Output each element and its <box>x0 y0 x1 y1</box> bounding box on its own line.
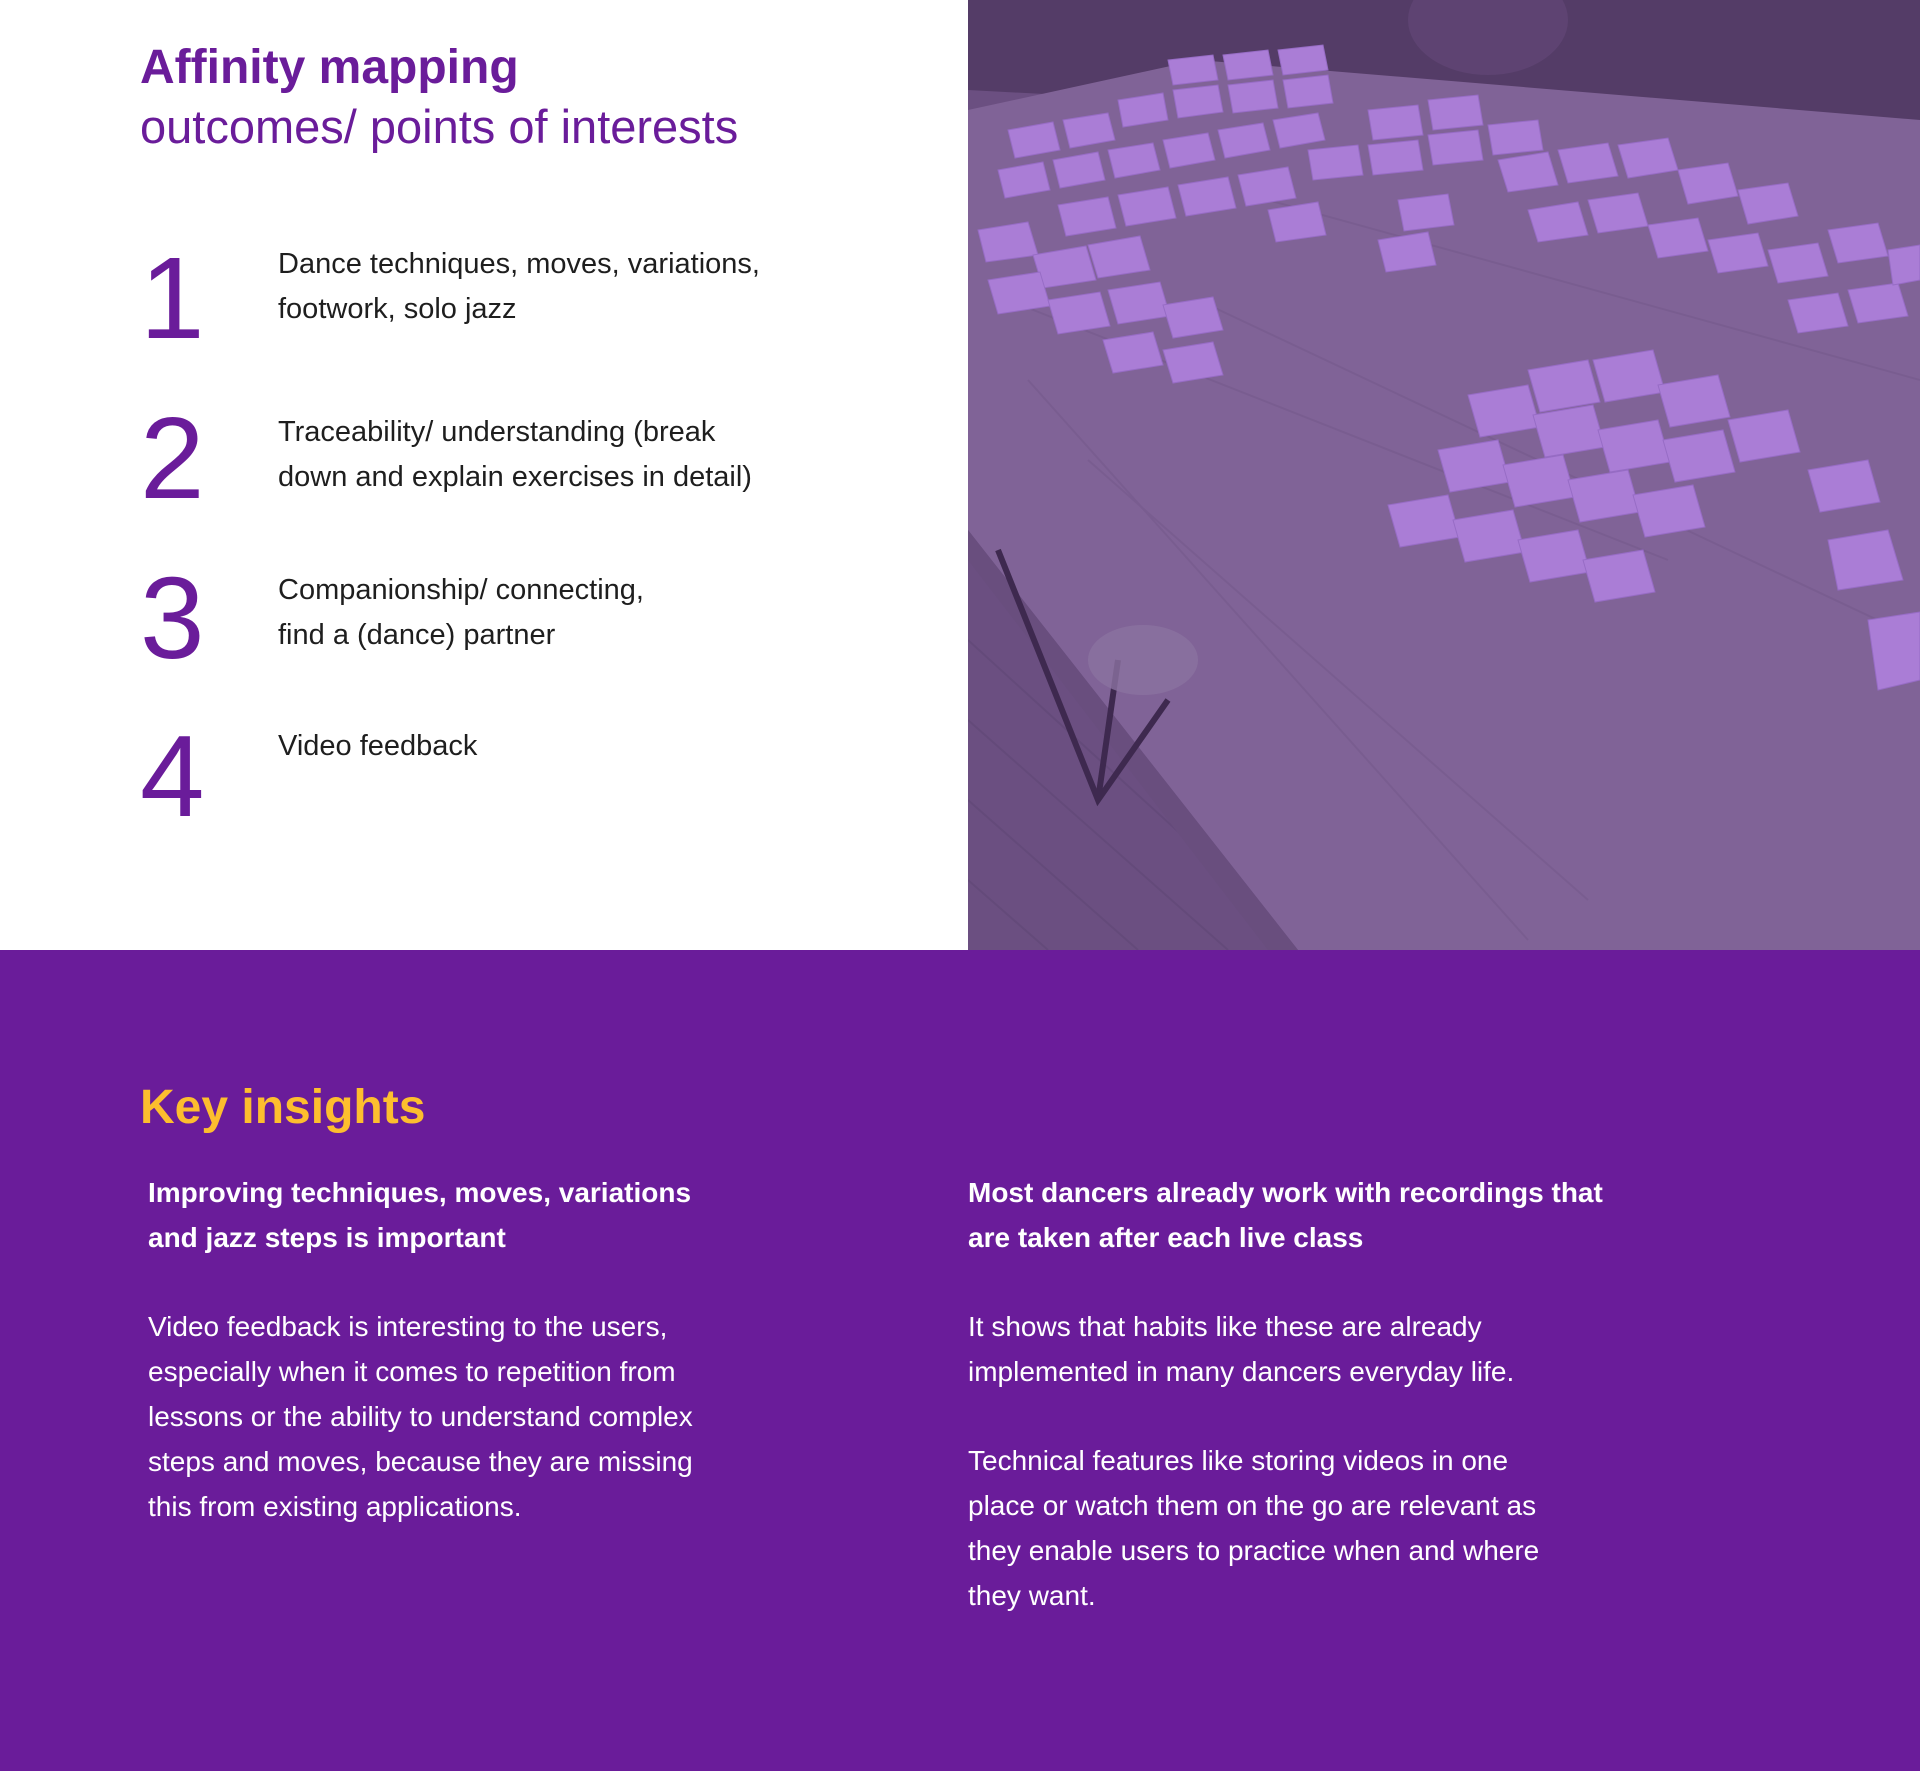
insight-body: It shows that habits like these are already implemented in many dancers everyday life. <box>968 1311 1515 1387</box>
insight-body: Technical features like storing videos in one place or watch them on the go are relevant as they enable users to practice when and where they want. <box>968 1445 1540 1611</box>
affinity-panel <box>0 0 968 950</box>
key-insights-title: Key insights <box>140 1081 426 1134</box>
insight-heading: Most dancers already work with recordings that are taken after each live class <box>968 1177 1603 1253</box>
outcome-text: Dance techniques, moves, variations, footwork, solo jazz <box>278 248 760 325</box>
outcome-text: Traceability/ understanding (break down and explain exercises in detail) <box>278 416 752 493</box>
outcome-text: Video feedback <box>278 730 478 762</box>
sticky-notes-photo <box>968 0 1920 950</box>
photo-tint <box>968 0 1920 950</box>
key-insights-section <box>0 950 1920 1771</box>
insight-column-left <box>148 1170 788 1573</box>
insight-column-right <box>968 1170 1668 1662</box>
photo-illustration <box>968 0 1920 950</box>
affinity-subtitle: outcomes/ points of interests <box>140 100 739 153</box>
insight-heading: Improving techniques, moves, variations and jazz steps is important <box>148 1177 692 1253</box>
outcome-number: 4 <box>140 711 205 841</box>
affinity-title: Affinity mapping <box>140 41 519 94</box>
outcome-number: 3 <box>140 553 205 683</box>
outcome-list <box>0 0 968 950</box>
outcome-number: 1 <box>140 233 205 363</box>
outcome-number: 2 <box>140 393 205 523</box>
insight-body: Video feedback is interesting to the users, especially when it comes to repetition from lessons or the ability to understand complex steps and moves, because they are missing this from existing applications. <box>148 1311 693 1522</box>
outcome-text: Companionship/ connecting, find a (dance) partner <box>278 574 644 651</box>
